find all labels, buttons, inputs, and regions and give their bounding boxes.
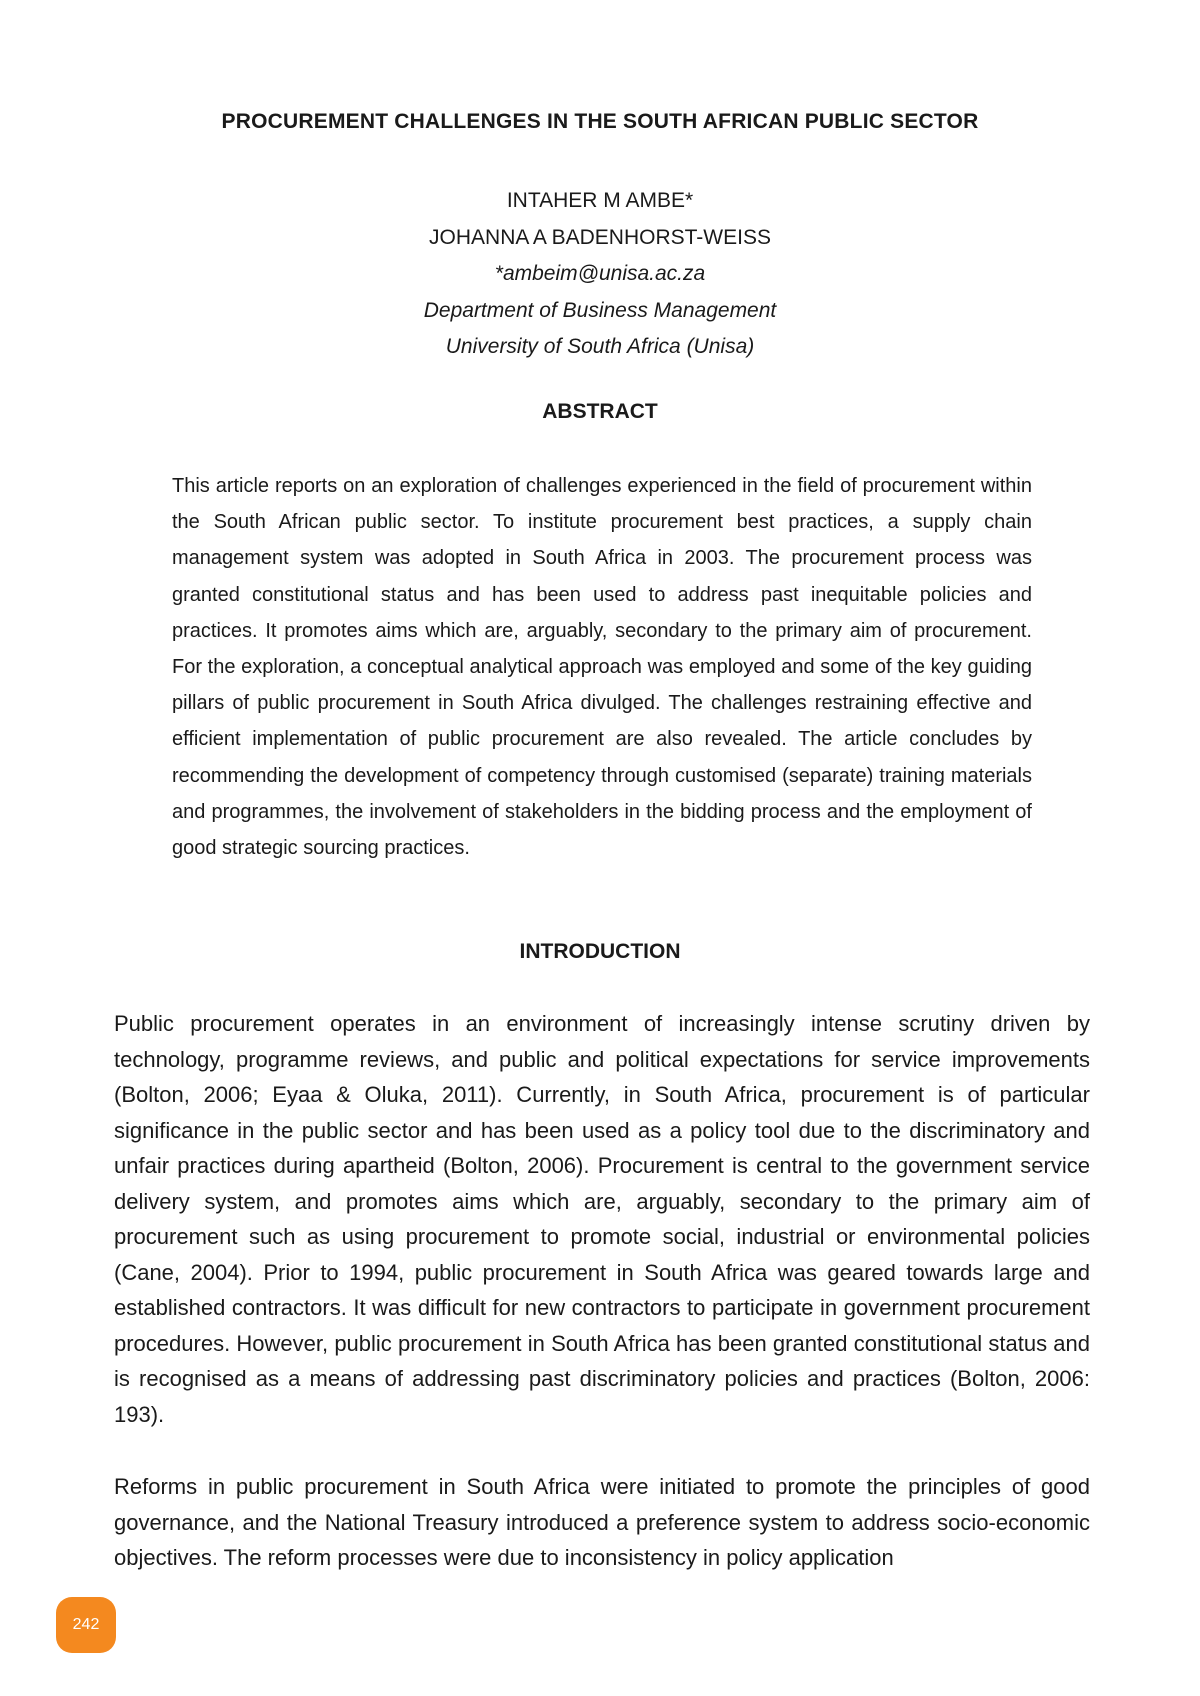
author-name: INTAHER M AMBE* bbox=[506, 189, 694, 212]
paper-title: PROCUREMENT CHALLENGES IN THE SOUTH AFRICAN PUBLIC SECTOR bbox=[221, 110, 979, 133]
author-name: JOHANNA A BADENHORST-WEISS bbox=[429, 225, 771, 249]
page-number-badge bbox=[56, 1597, 116, 1653]
author-email: *ambeim@unisa.ac.za bbox=[494, 262, 706, 285]
introduction-heading: INTRODUCTION bbox=[519, 940, 681, 963]
page-number: 242 bbox=[72, 1616, 100, 1633]
introduction-paragraph: Reforms in public procurement in South Africa were initiated to promote the principles of good governance, and the National Treasury introduced a preference system to address socio-economic objectives. The reform processes were due to inconsistency in policy application bbox=[114, 1474, 1090, 1570]
introduction-paragraph: Public procurement operates in an environment of increasingly intense scrutiny driven by technology, programme reviews, and public and political expectations for service improvements (Bolton, 2006; Eyaa & Oluka, 2011). Currently, in South Africa, procurement is of particular significance in the public sector and has been used as a policy tool due to the discriminatory and unfair practices during apartheid (Bolton, 2006). Procurement is central to the government service delivery system, and promotes aims which are, arguably, secondary to the primary aim of procurement such as using procurement to promote social, industrial or environmental policies (Cane, 2004). Prior to 1994, public procurement in South Africa was geared towards large and established contractors. It was difficult for new contractors to participate in government procurement procedures. However, public procurement in South Africa has been granted constitutional status and is recognised as a means of addressing past discriminatory policies and practices (Bolton, 2006: 193). bbox=[114, 1011, 1090, 1427]
abstract-heading: ABSTRACT bbox=[542, 400, 658, 423]
author-department: Department of Business Management bbox=[423, 298, 777, 322]
author-block bbox=[0, 183, 1200, 366]
abstract-body: This article reports on an exploration of challenges experienced in the field of procurement within the South African public sector. To institute procurement best practices, a supply chain management system was adopted in South Africa in 2003. The procurement process was granted constitutional status and has been used to address past inequitable policies and practices. It promotes aims which are, arguably, secondary to the primary aim of procurement. For the exploration, a conceptual analytical approach was employed and some of the key guiding pillars of public procurement in South Africa divulged. The challenges restraining effective and efficient implementation of public procurement are also revealed. The article concludes by recommending the development of competency through customised (separate) training materials and programmes, the involvement of stakeholders in the bidding process and the employment of good strategic sourcing practices. bbox=[172, 475, 1032, 860]
author-university: University of South Africa (Unisa) bbox=[445, 335, 755, 358]
